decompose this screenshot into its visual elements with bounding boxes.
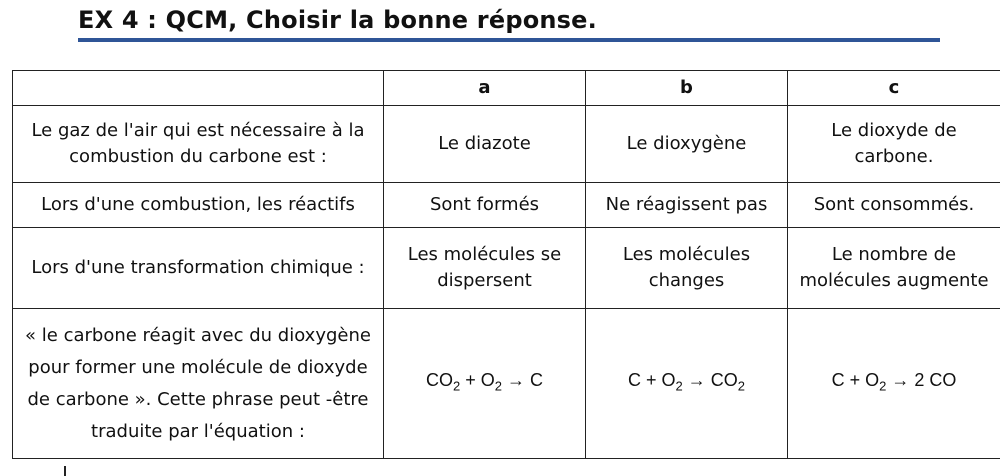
answer-a-cell: Sont formés bbox=[384, 183, 586, 228]
answer-b-cell: Le dioxygène bbox=[586, 106, 788, 183]
page-title: EX 4 : QCM, Choisir la bonne réponse. bbox=[78, 6, 597, 34]
qcm-table bbox=[12, 70, 1000, 459]
header-row bbox=[13, 71, 1000, 106]
answer-b-cell: Ne réagissent pas bbox=[586, 183, 788, 228]
table-row bbox=[13, 309, 1000, 459]
answer-c-cell: Sont consommés. bbox=[788, 183, 1000, 228]
answer-a-cell: Le diazote bbox=[384, 106, 586, 183]
answer-a-cell: Les molécules se dispersent bbox=[384, 228, 586, 309]
question-cell: Le gaz de l'air qui est nécessaire à la combustion du carbone est : bbox=[13, 106, 384, 183]
header-cell-a: a bbox=[384, 71, 586, 106]
header-cell-c: c bbox=[788, 71, 1000, 106]
equation-b-cell: $C + O_2 \to CO_2$ bbox=[586, 309, 788, 459]
header-cell-question bbox=[13, 71, 384, 106]
question-cell: « le carbone réagit avec du dioxygène pour former une molécule de dioxyde de carbone ». Cette phrase peut -être traduite par l'équation : bbox=[13, 309, 384, 459]
equation-c-cell: $C + O_2 \to 2$ CO bbox=[788, 309, 1000, 459]
answer-c-cell: Le dioxyde de carbone. bbox=[788, 106, 1000, 183]
header-cell-b: b bbox=[586, 71, 788, 106]
title-underline bbox=[78, 38, 940, 42]
answer-b-cell: Les molécules changes bbox=[586, 228, 788, 309]
table-row bbox=[13, 228, 1000, 309]
next-table-border bbox=[64, 466, 66, 476]
table-row bbox=[13, 183, 1000, 228]
equation-a-cell: $CO_2 + O_2 \to C$ bbox=[384, 309, 586, 459]
question-cell: Lors d'une combustion, les réactifs bbox=[13, 183, 384, 228]
answer-c-cell: Le nombre de molécules augmente bbox=[788, 228, 1000, 309]
question-cell: Lors d'une transformation chimique : bbox=[13, 228, 384, 309]
table-row bbox=[13, 106, 1000, 183]
